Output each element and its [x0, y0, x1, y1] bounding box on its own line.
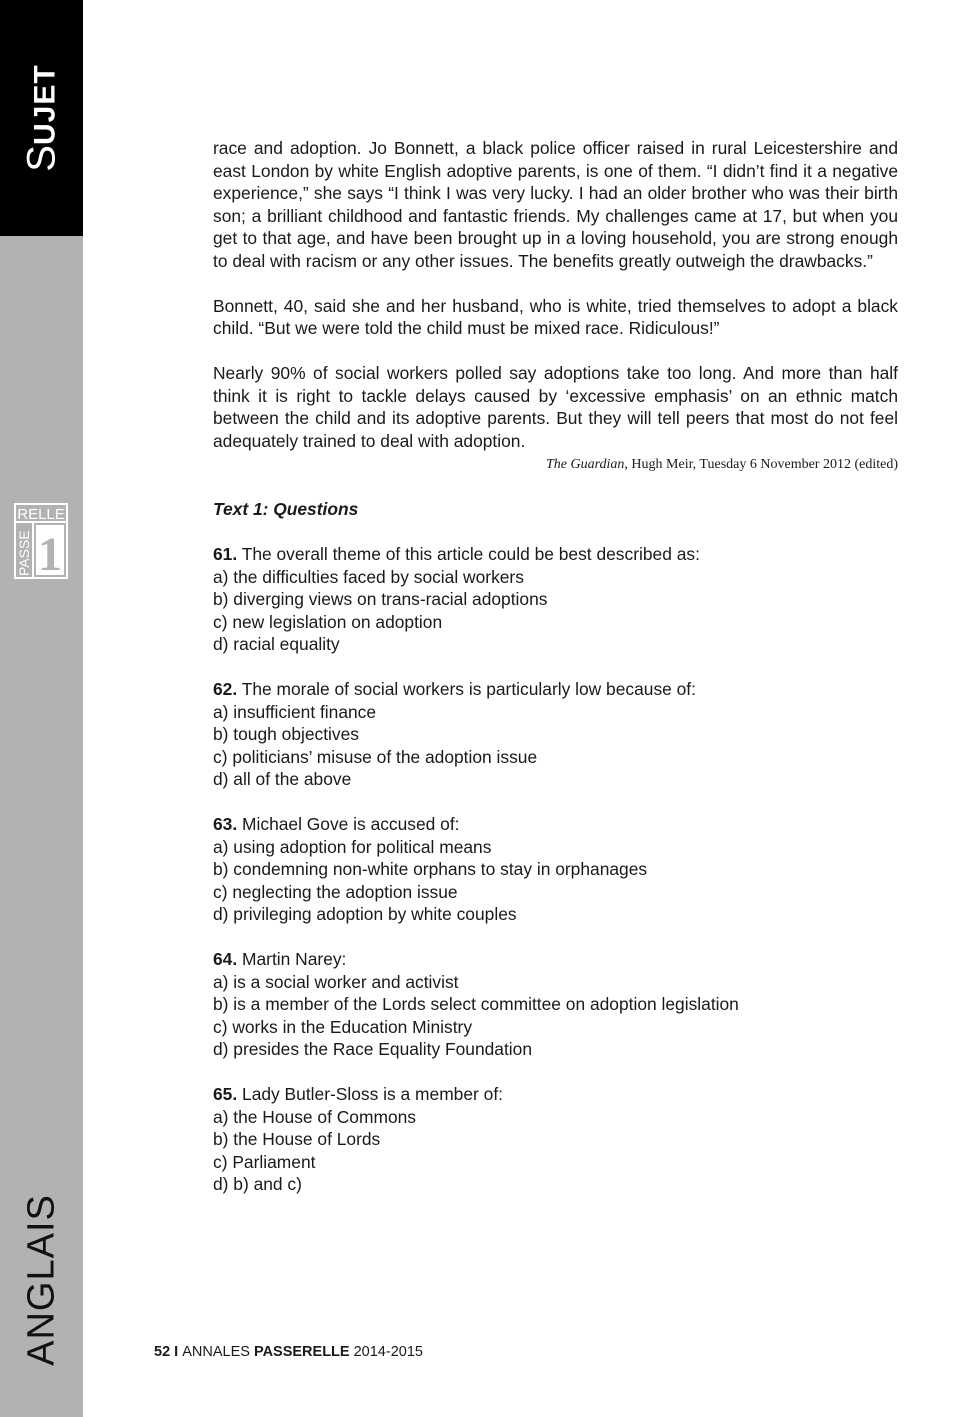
subject-label: ANGLAIS — [20, 1194, 63, 1366]
answer-option: c) neglecting the adoption issue — [213, 881, 458, 902]
sujet-label-first: S — [19, 145, 64, 172]
sidebar-header-block — [0, 0, 83, 236]
question-text: The overall theme of this article could be best described as: — [237, 544, 700, 564]
question-stem — [213, 813, 898, 836]
question-63 — [213, 813, 898, 926]
question-64 — [213, 948, 898, 1061]
citation-details: , Hugh Meir, Tuesday 6 November 2012 (edited) — [624, 457, 898, 472]
question-stem — [213, 543, 898, 566]
footer-separator: I — [170, 1344, 183, 1360]
article-paragraph-3: Nearly 90% of social workers polled say adoptions take too long. And more than half think it is right to tackle delays caused by ‘excessive emphasis’ on an ethnic match between the child and its adoptive parents. But they will tell peers that most do not feel adequately trained to deal with adoption. — [213, 363, 898, 451]
answer-option: a) insufficient finance — [213, 701, 377, 722]
answer-option: b) diverging views on trans-racial adoptions — [213, 589, 548, 609]
question-number: 64. — [213, 949, 238, 969]
question-62 — [213, 678, 898, 791]
article-paragraph-2: Bonnett, 40, said she and her husband, who is white, tried themselves to adopt a black child. “But we were told the child must be mixed race. Ridiculous!” — [213, 295, 898, 338]
footer-years: 2014-2015 — [349, 1344, 423, 1360]
page-number: 52 — [154, 1344, 171, 1360]
answer-option: c) Parliament — [213, 1151, 316, 1172]
question-text: Martin Narey: — [237, 949, 347, 969]
answer-option: a) the difficulties faced by social workers — [213, 566, 524, 587]
page-content — [213, 137, 898, 1218]
answer-option: b) condemning non-white orphans to stay in orphanages — [213, 859, 648, 879]
answer-option: d) b) and c) — [213, 1174, 302, 1194]
question-65 — [213, 1083, 898, 1196]
citation-source: The Guardian — [545, 457, 625, 472]
question-stem — [213, 1083, 898, 1106]
questions-heading: Text 1: Questions — [213, 499, 359, 519]
answer-option: c) works in the Education Ministry — [213, 1016, 473, 1037]
answer-option: c) new legislation on adoption — [213, 611, 443, 632]
answer-option: c) politicians’ misuse of the adoption issue — [213, 746, 538, 767]
logo-number: 1 — [38, 528, 62, 579]
question-stem — [213, 678, 898, 701]
answer-option: d) all of the above — [213, 769, 352, 789]
question-stem — [213, 948, 898, 971]
answer-option: b) tough objectives — [213, 724, 359, 744]
logo-side-text: PASSE — [16, 530, 32, 576]
answer-option: d) racial equality — [213, 634, 340, 654]
sujet-label-rest: UJET — [28, 64, 62, 145]
passerelle-logo — [14, 503, 68, 579]
answer-option: b) the House of Lords — [213, 1129, 381, 1149]
question-number: 65. — [213, 1084, 238, 1104]
answer-option: d) privileging adoption by white couples — [213, 904, 517, 924]
question-text: Lady Butler-Sloss is a member of: — [237, 1084, 503, 1104]
sujet-label — [20, 64, 65, 171]
answer-option: a) is a social worker and activist — [213, 971, 459, 992]
logo-top-text: RELLE — [17, 506, 65, 523]
question-number: 61. — [213, 544, 238, 564]
footer-passerelle: PASSERELLE — [253, 1344, 350, 1360]
sidebar — [0, 0, 83, 1417]
answer-option: d) presides the Race Equality Foundation — [213, 1039, 533, 1059]
answer-option: a) the House of Commons — [213, 1106, 416, 1127]
article-citation — [213, 456, 898, 474]
question-text: Michael Gove is accused of: — [237, 814, 460, 834]
article-paragraph-1: race and adoption. Jo Bonnett, a black police officer raised in rural Leicestershire and east London by white English adoptive parents, is one of them. “I didn’t find it a negative experience,” she says “I think I was very lucky. I had an older brother who was their birth son; a brilliant childhood and fantastic friends. My challenges came at 17, but when you get to that age, and have been brought up in a loving household, you are strong enough to deal with racism or any other issues. The benefits greatly outweigh the drawbacks.” — [213, 138, 898, 271]
answer-option: b) is a member of the Lords select committee on adoption legislation — [213, 994, 739, 1014]
question-61 — [213, 543, 898, 656]
footer-annales: ANNALES — [182, 1344, 254, 1360]
question-number: 62. — [213, 679, 238, 699]
answer-option: a) using adoption for political means — [213, 836, 492, 857]
question-number: 63. — [213, 814, 238, 834]
page-footer — [154, 1344, 423, 1360]
question-text: The morale of social workers is particularly low because of: — [237, 679, 696, 699]
